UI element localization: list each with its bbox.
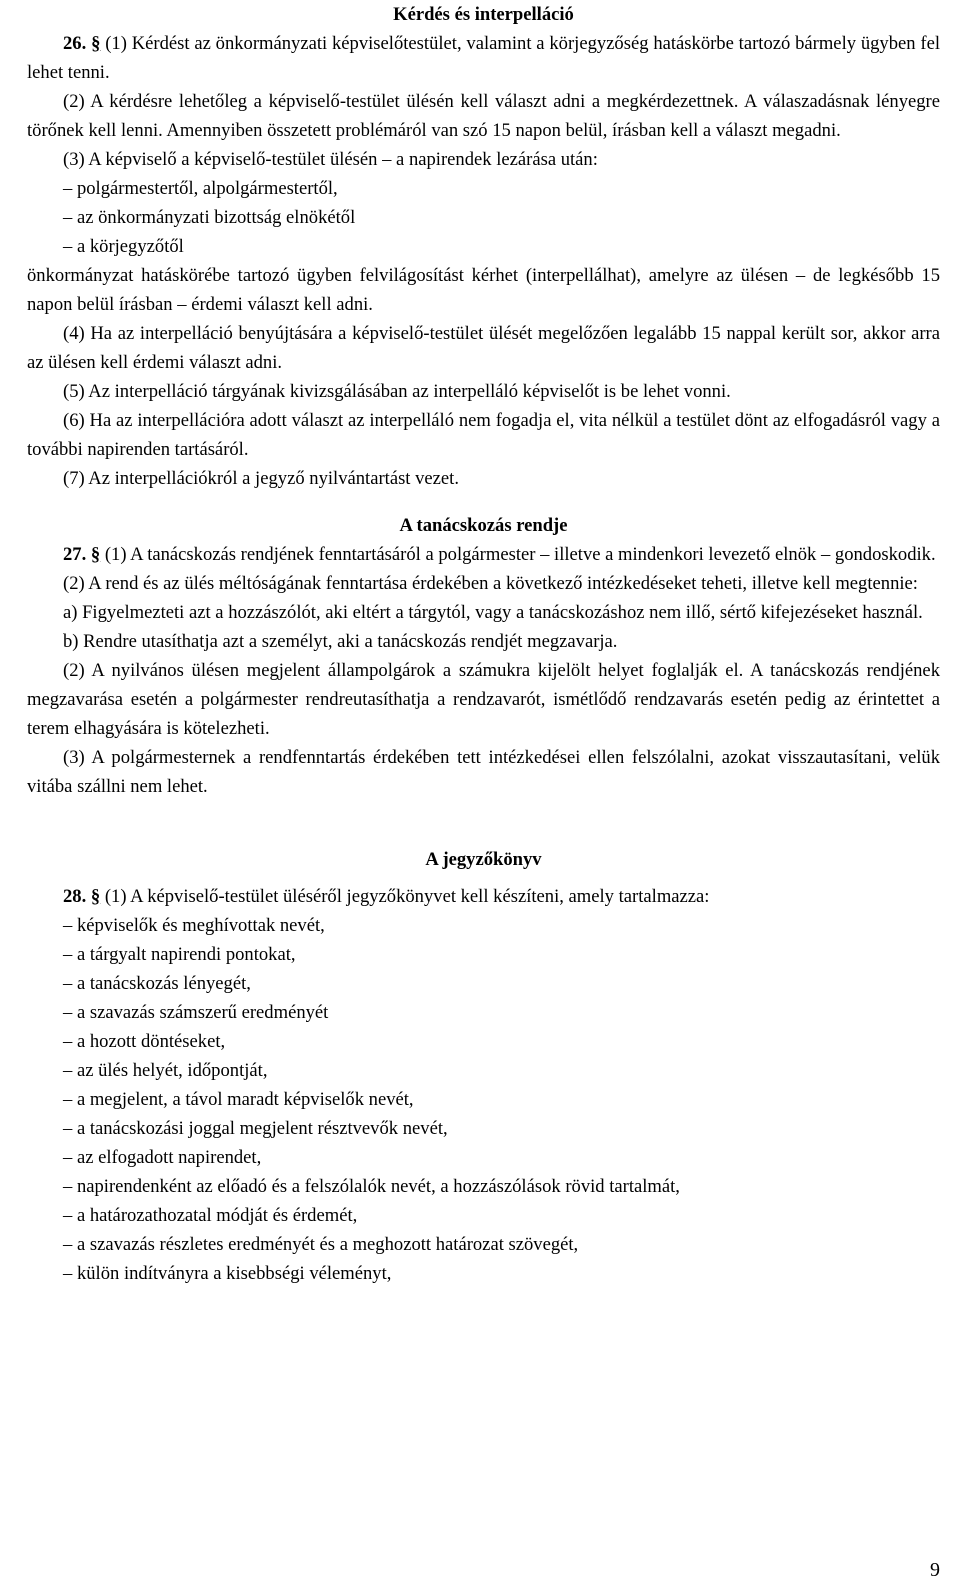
paragraph-sign: § xyxy=(90,886,101,907)
list-item: – az ülés helyét, időpontját, xyxy=(63,1060,268,1081)
list-item: – a határozathozatal módját és érdemét, xyxy=(63,1205,358,1226)
paragraph: (7) Az interpellációkról a jegyző nyilvántartást vezet. xyxy=(63,468,459,489)
section-heading: A jegyzőkönyv xyxy=(425,849,542,870)
paragraph: (4) Ha az interpelláció benyújtására a képviselő-testület ülését megelőzően legalább 15 nappal került sor, akkor arra az ülésen kell érdemi választ adni. xyxy=(27,323,940,373)
paragraph-sign: § xyxy=(91,33,101,54)
paragraph: (3) A képviselő a képviselő-testület ülésén – a napirendek lezárása után: xyxy=(63,149,598,170)
paragraph: önkormányzat hatáskörébe tartozó ügyben felvilágosítást kérhet (interpellálhat), amelyre az ülésen – de legkésőbb 15 napon belül írásban – érdemi választ kell adni. xyxy=(27,265,940,315)
paragraph-lead xyxy=(27,29,940,87)
section-number: 28. xyxy=(63,886,87,907)
list-item: – a körjegyzőtől xyxy=(63,236,184,257)
paragraph: (3) A polgármesternek a rendfenntartás érdekében tett intézkedései ellen felszólalni, azokat visszautasítani, velük vitába szállni nem lehet. xyxy=(27,747,940,797)
paragraph-lead xyxy=(27,540,940,569)
list-item: – külön indítványra a kisebbségi véleményt, xyxy=(63,1263,392,1284)
paragraph: (2) A kérdésre lehetőleg a képviselő-testület ülésén kell választ adni a megkérdezettnek. A válaszadásnak lényegre törőnek kell lenni. Amennyiben összetett problémáról van szó 15 napon belül, írásban kell a választ megadni. xyxy=(27,91,940,141)
section-gap xyxy=(27,493,940,511)
section-heading: Kérdés és interpelláció xyxy=(393,4,574,25)
paragraph-sign: § xyxy=(90,544,101,565)
list-item: – polgármestertől, alpolgármestertől, xyxy=(63,178,338,199)
paragraph: b) Rendre utasíthatja azt a személyt, aki a tanácskozás rendjét megzavarja. xyxy=(63,631,618,652)
list-item: – a tárgyalt napirendi pontokat, xyxy=(63,944,296,965)
paragraph: a) Figyelmezteti azt a hozzászólót, aki eltért a tárgytól, vagy a tanácskozáshoz nem illő, sértő kifejezéseket használ. xyxy=(63,602,923,623)
section-heading: A tanácskozás rendje xyxy=(399,515,568,536)
paragraph-text: (1) A képviselő-testület üléséről jegyzőkönyvet kell készíteni, amely tartalmazza: xyxy=(104,886,710,907)
section-gap xyxy=(27,801,940,845)
section-number: 27. xyxy=(63,544,87,565)
list-item: – a szavazás számszerű eredményét xyxy=(63,1002,329,1023)
document-body xyxy=(27,0,940,1288)
list-item: – a megjelent, a távol maradt képviselők nevét, xyxy=(63,1089,414,1110)
paragraph: (6) Ha az interpellációra adott választ az interpelláló nem fogadja el, vita nélkül a testület dönt az elfogadásról vagy a további napirenden tartásáról. xyxy=(27,410,940,460)
list-item: – képviselők és meghívottak nevét, xyxy=(63,915,325,936)
paragraph: (2) A rend és az ülés méltóságának fenntartása érdekében a következő intézkedéseket teheti, illetve kell megtennie: xyxy=(63,573,918,594)
paragraph-text: (1) A tanácskozás rendjének fenntartásáról a polgármester – illetve a mindenkori levezető elnök – gondoskodik. xyxy=(104,544,936,565)
paragraph-text: (1) Kérdést az önkormányzati képviselőtestület, valamint a körjegyzőség hatáskörbe tartozó bármely ügyben fel lehet tenni. xyxy=(27,33,941,83)
paragraph: (2) A nyilvános ülésen megjelent állampolgárok a számukra kijelölt helyet foglalják el. A tanácskozás rendjének megzavarása esetén a polgármester rendreutasíthatja a rendzavarót, ismétlődő rendzavarás esetén pedig az érintettet a terem elhagyására is kötelezheti. xyxy=(27,660,940,739)
list-item: – a szavazás részletes eredményét és a meghozott határozat szövegét, xyxy=(63,1234,579,1255)
list-item: – az önkormányzati bizottság elnökétől xyxy=(63,207,356,228)
paragraph-lead xyxy=(27,882,940,911)
list-item: – a tanácskozási joggal megjelent résztvevők nevét, xyxy=(63,1118,448,1139)
section-number: 26. xyxy=(63,33,87,54)
page-number: 9 xyxy=(930,1559,940,1581)
list-item: – napirendenként az előadó és a felszólalók nevét, a hozzászólások rövid tartalmát, xyxy=(63,1176,680,1197)
list-item: – az elfogadott napirendet, xyxy=(63,1147,262,1168)
list-item: – a hozott döntéseket, xyxy=(63,1031,226,1052)
paragraph: (5) Az interpelláció tárgyának kivizsgálásában az interpelláló képviselőt is be lehet vonni. xyxy=(63,381,731,402)
list-item: – a tanácskozás lényegét, xyxy=(63,973,251,994)
